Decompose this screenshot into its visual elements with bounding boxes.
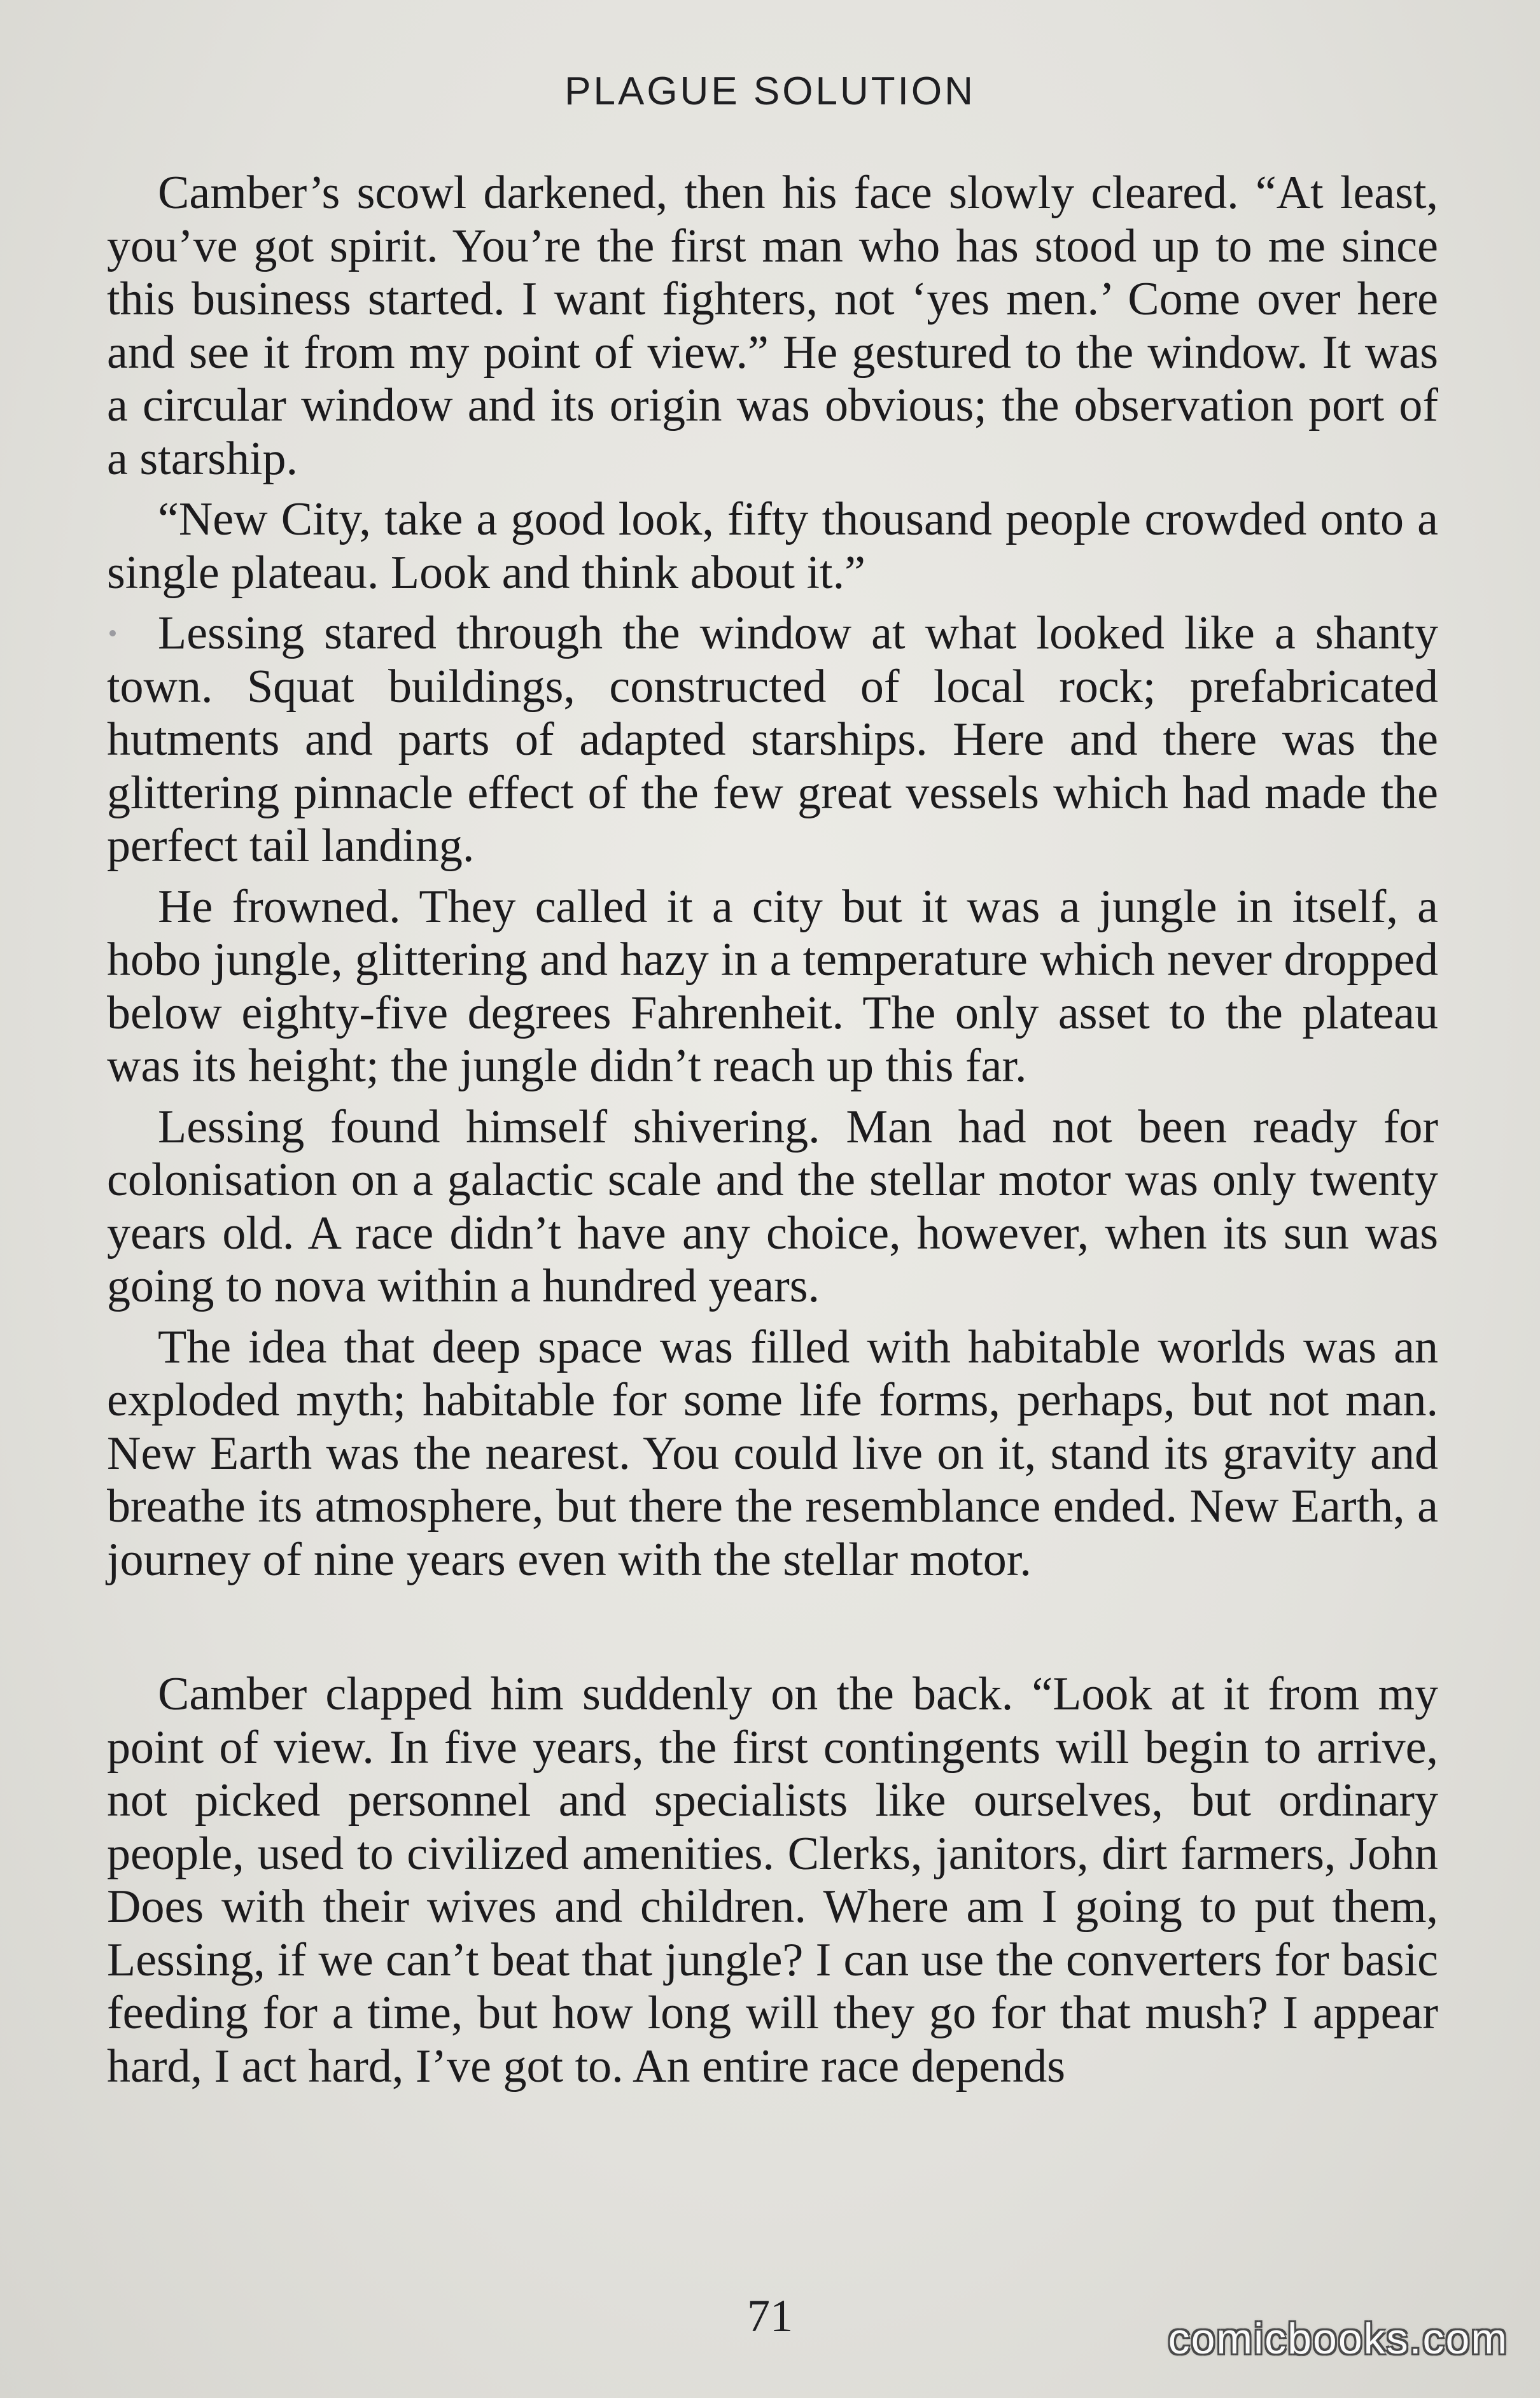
- paragraph: “New City, take a good look, fifty thousand people crowded onto a single plateau. Look and think about it.”: [107, 493, 1438, 599]
- paragraph: Lessing found himself shivering. Man had not been ready for colonisation on a galactic scale and the stellar motor was only twenty years old. A race didn’t have any choice, however, when its sun was going to nova within a hundred years.: [107, 1100, 1438, 1312]
- paragraph: Camber’s scowl darkened, then his face slowly cleared. “At least, you’ve got spirit. You’re the first man who has stood up to me since this business started. I want fighters, not ‘yes men.’ Come over here and see it from my point of view.” He gestured to the window. It was a circular window and its origin was obvious; the observation port of a starship.: [107, 167, 1438, 485]
- paragraph: Camber clapped him suddenly on the back. “Look at it from my point of view. In five years, the first contingents will begin to arrive, not picked personnel and specialists like ourselves, but ordinary people, used to civilized amenities. Clerks, janitors, dirt farmers, John Does with their wives and children. Where am I going to put them, Lessing, if we can’t beat that jungle? I can use the converters for basic feeding for a time, but how long will they go for that mush? I appear hard, I act hard, I’ve got to. An entire race depends: [107, 1668, 1438, 2093]
- running-title: PLAGUE SOLUTION: [564, 69, 976, 113]
- print-speck: [109, 630, 116, 636]
- page-number: 71: [747, 2290, 793, 2341]
- body-text: [107, 167, 1438, 2101]
- site-watermark: comicbooks.com: [1168, 2315, 1508, 2363]
- paragraph: He frowned. They called it a city but it was a jungle in itself, a hobo jungle, glittering and hazy in a temperature which never dropped below eighty-five degrees Fahrenheit. The only asset to the plateau was its height; the jungle didn’t reach up this far.: [107, 880, 1438, 1092]
- paragraph: The idea that deep space was filled with habitable worlds was an exploded myth; habitable for some life forms, perhaps, but not man. New Earth was the nearest. You could live on it, stand its gravity and breathe its atmosphere, but there the resemblance ended. New Earth, a journey of nine years even with the stellar motor.: [107, 1321, 1438, 1586]
- paragraph: Lessing stared through the window at what looked like a shanty town. Squat buildings, constructed of local rock; prefabricated hutments and parts of adapted starships. Here and there was the glittering pinnacle effect of the few great vessels which had made the perfect tail landing.: [107, 607, 1438, 872]
